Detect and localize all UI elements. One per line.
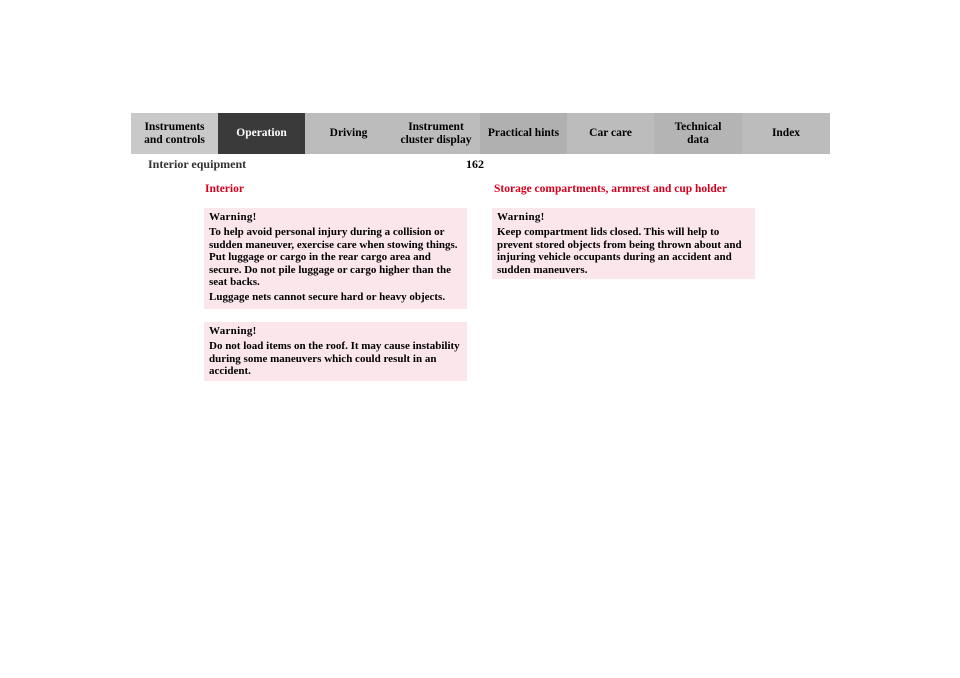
tab-label: Instrument cluster display [400,120,472,146]
warning-box-cargo [204,208,467,309]
warning-title: Warning! [209,211,257,223]
page-number: 162 [466,157,484,171]
tab-label: Operation [236,127,287,139]
top-navigation [131,113,830,154]
tab-practical-hints[interactable] [480,113,567,154]
tab-driving[interactable] [305,113,392,154]
tab-operation[interactable] [218,113,305,154]
tab-technical-data[interactable] [654,113,742,154]
tab-instrument-cluster-display[interactable] [392,113,480,154]
tab-label: Practical hints [487,127,560,139]
tab-car-care[interactable] [567,113,654,154]
warning-title: Warning! [497,211,545,223]
warning-box-compartment [492,208,755,279]
tab-label: Car care [589,127,632,139]
warning-text: Do not load items on the roof. It may cause instability during some maneuvers which could result in an accident. [209,340,460,378]
warning-title: Warning! [209,325,257,337]
tab-instruments-and-controls[interactable] [131,113,218,154]
storage-heading: Storage compartments, armrest and cup holder [494,183,727,195]
interior-heading: Interior [205,183,244,195]
section-header: Interior equipment [148,157,247,171]
tab-label: Driving [329,127,368,139]
warning-text: To help avoid personal injury during a collision or sudden maneuver, exercise care when stowing things. Put luggage or cargo in the rear cargo area and secure. Do not pile luggage or cargo higher than the seat backs. [209,226,458,289]
tab-label: Instruments and controls [144,120,205,146]
tab-label: Index [771,127,801,139]
tab-index[interactable] [742,113,830,154]
warning-text: Luggage nets cannot secure hard or heavy objects. [209,291,446,304]
tab-label: Technical data [674,120,722,146]
warning-text: Keep compartment lids closed. This will help to prevent stored objects from being thrown about and injuring vehicle occupants during an accident and sudden maneuvers. [497,226,742,276]
warning-box-roof [204,322,467,381]
